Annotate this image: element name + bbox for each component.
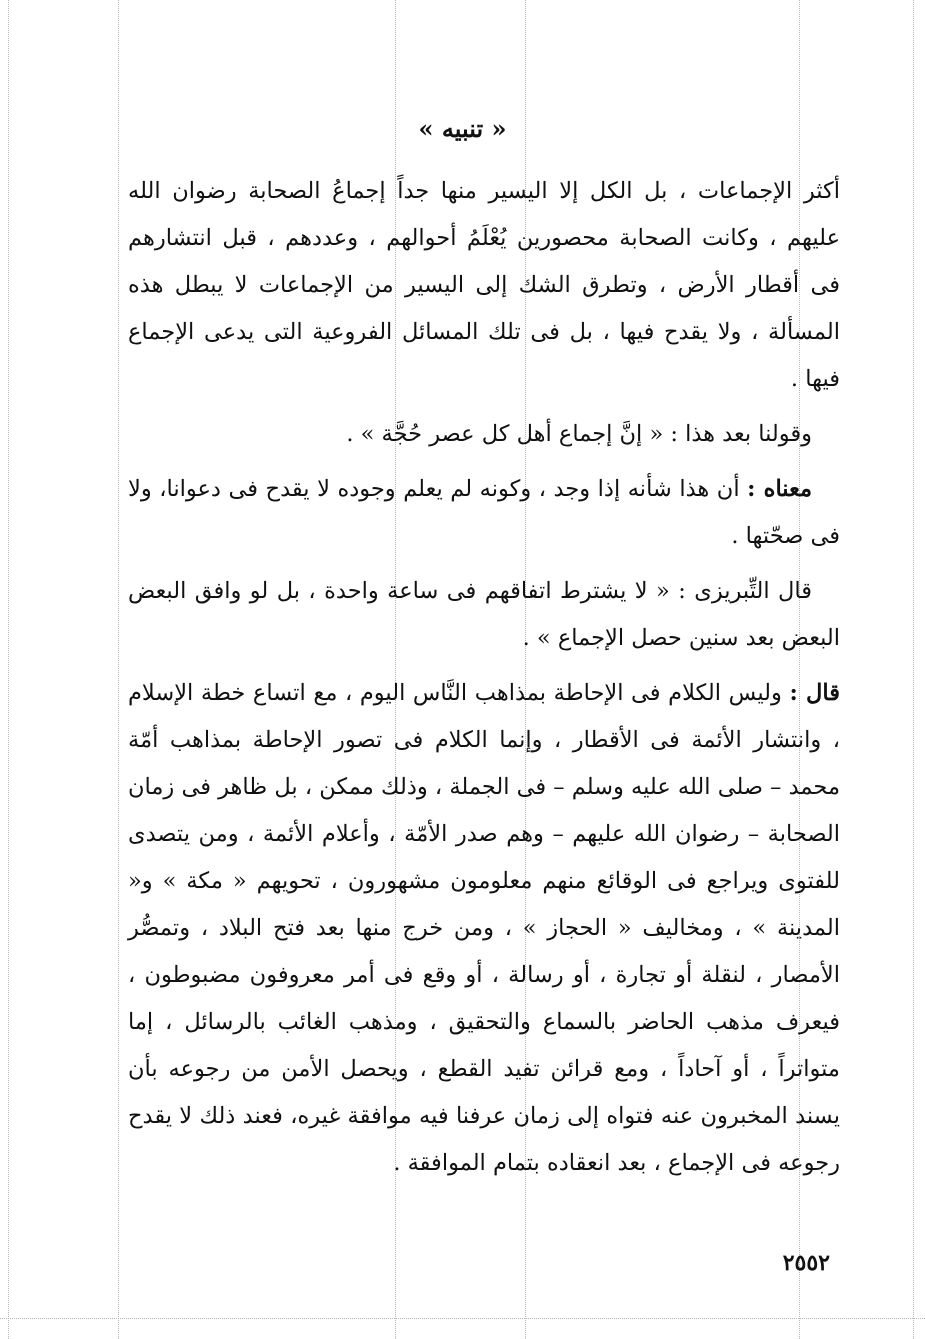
paragraph-text: وليس الكلام فى الإحاطة بمذاهب النَّاس اليوم ، مع اتساع خطة الإسلام ، وانتشار الأئمة فى الأقطار ، وإنما الكلام فى تصور الإحاطة بمذاهب أمّة محمد – صلى الله عليه وسلم – فى الجملة ، وذلك ممكن ، بل ظاهر فى زمان الصحابة – رضوان الله عليهم – وهم صدر الأمّة ، وأعلام الأئمة ، ومن يتصدى للفتوى ويراجع فى الوقائع منهم معلومون مشهورون ، تحويهم « مكة » و« المدينة » ، ومخاليف « الحجاز » ، ومن خرج منها بعد فتح البلاد ، وتمصُّر الأمصار ، لنقلة أو تجارة ، أو رسالة ، أو وقع فى أمر معروفون مضبوطون ، فيعرف مذهب الحاضر بالسماع والتحقيق ، ومذهب الغائب بالرسائل ، إما متواتراً ، أو آحاداً ، ومع قرائن تفيد القطع ، ويحصل الأمن من رجوعه بأن يسند المخبرون عنه فتواه إلى زمان عرفنا فيه موافقة غيره، فعند ذلك لا يقدح رجوعه فى الإجماع ، بعد انعقاده بتمام الموافقة .	[128, 680, 840, 1176]
paragraph	[128, 568, 840, 662]
paragraph-text: قال التِّبريزى : « لا يشترط اتفاقهم فى ساعة واحدة ، بل لو وافق البعض البعض بعد سنين حصل الإجماع » .	[128, 578, 840, 651]
page-number: ٢٥٥٢	[782, 1250, 830, 1276]
paragraph-text: أكثر الإجماعات ، بل الكل إلا اليسير منها جداً إجماعُ الصحابة رضوان الله عليهم ، وكانت الصحابة محصورين يُعْلَمُ أحوالهم ، وعددهم ، قبل انتشارهم فى أقطار الأرض ، وتطرق الشك إلى اليسير من الإجماعات لا يبطل هذه المسألة ، ولا يقدح فيها ، بل فى تلك المسائل الفروعية التى يدعى الإجماع فيها .	[128, 178, 840, 392]
paragraph-text: وقولنا بعد هذا : « إنَّ إجماع أهل كل عصر حُجَّة » .	[346, 421, 812, 447]
body-text	[128, 168, 840, 1195]
paragraph	[128, 670, 840, 1187]
guide-line	[913, 0, 914, 1339]
page-heading: « تنبيه »	[418, 114, 507, 143]
paragraph-lead: قال :	[789, 680, 840, 706]
guide-line	[0, 1318, 925, 1319]
paragraph	[128, 466, 840, 560]
paragraph-lead: معناه :	[747, 476, 812, 502]
paragraph-text: أن هذا شأنه إذا وجد ، وكونه لم يعلم وجوده لا يقدح فى دعوانا، ولا فى صحّتها .	[128, 476, 840, 549]
guide-line	[118, 0, 119, 1339]
paragraph	[128, 168, 840, 403]
paragraph	[128, 411, 840, 458]
guide-line	[8, 0, 9, 1339]
